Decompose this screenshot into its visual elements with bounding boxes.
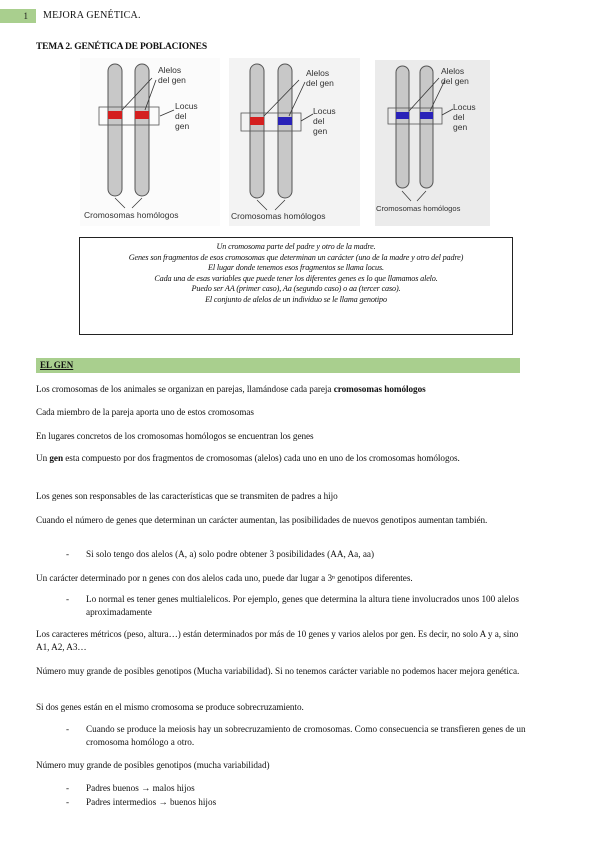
alleles-label-line2: del gen: [441, 76, 469, 86]
locus-label-line3: gen: [453, 122, 468, 132]
chromosome-diagram-aa-recessive: [375, 60, 490, 226]
chromosome-diagram-aa: [80, 58, 220, 226]
section-header: [36, 358, 520, 373]
chromosome-left: [108, 64, 122, 196]
paragraph-gen: [36, 452, 532, 465]
chromosome-figure-3: [375, 60, 490, 226]
locus-label-line1: Locus: [313, 106, 336, 116]
allele-left: [396, 112, 409, 119]
alleles-label-line1: Alelos: [441, 66, 465, 76]
chromosome-left: [396, 66, 409, 188]
homologous-caption: Cromosomas homólogos: [84, 210, 179, 220]
bullet-text: Padres buenos → malos hijos: [86, 783, 195, 793]
paragraph: Cada miembro de la pareja aporta uno de estos cromosomas: [36, 407, 254, 417]
page-number: 1: [0, 9, 36, 23]
chromosome-diagram-aa-hetero: [229, 58, 360, 226]
summary-box: [79, 237, 513, 335]
summary-line-1: Un cromosoma parte del padre y otro de la madre.: [216, 242, 376, 251]
header-title: MEJORA GENÉTICA.: [43, 10, 141, 21]
topic-title: TEMA 2. GENÉTICA DE POBLACIONES: [36, 42, 207, 52]
summary-line-6: El conjunto de alelos de un individuo se le llama genotipo: [205, 294, 387, 304]
page-header: [0, 9, 600, 23]
chromosome-figure-2: [229, 58, 360, 226]
bullet-text: Padres intermedios → buenos hijos: [86, 797, 217, 807]
section-title: EL GEN: [40, 360, 74, 370]
paragraph: Cuando el número de genes que determinan un carácter aumentan, las posibilidades de nuevos genotipos aumentan también.: [36, 515, 488, 525]
paragraph-text: Un: [36, 453, 50, 463]
paragraph: Si dos genes están en el mismo cromosoma se produce sobrecruzamiento.: [36, 702, 304, 712]
paragraph: Número muy grande de posibles genotipos (mucha variabilidad): [36, 760, 270, 770]
summary-line-4: Cada una de esas variables que puede tener los diferentes genes es lo que llamamos alelo.: [154, 273, 438, 283]
locus-label-line2: del: [313, 116, 325, 126]
chromosome-figure-1: [80, 58, 220, 226]
allele-right: [420, 112, 433, 119]
paragraph: Los caracteres métricos (peso, altura…) están determinados por más de 10 genes y varios alelos por gen. Es decir, no solo A y a, sino A1, A2, A3…: [36, 629, 519, 652]
chromosome-right: [420, 66, 433, 188]
alleles-label-line2: del gen: [306, 78, 334, 88]
paragraph: Los genes son responsables de las características que se transmiten de padres a hijo: [36, 491, 338, 501]
paragraph: Un carácter determinado por n genes con dos alelos cada uno, puede dar lugar a 3ⁿ genotipos diferentes.: [36, 573, 413, 583]
paragraph: Número muy grande de posibles genotipos (Mucha variabilidad). Si no tenemos carácter variable no podemos hacer mejora genética.: [36, 666, 520, 676]
bold-term: gen: [49, 453, 64, 463]
bullet-text: Lo normal es tener genes multialelicos. Por ejemplo, genes que determina la altura tiene involucrados unos 100 alelos aproximadamente: [86, 594, 519, 617]
locus-label-line2: del: [453, 112, 465, 122]
allele-right: [278, 117, 292, 125]
summary-line-2: Genes son fragmentos de esos cromosomas que determinan un carácter (uno de la madre y otro del padre): [128, 252, 464, 262]
allele-right: [135, 111, 149, 119]
bullet-text: Si solo tengo dos alelos (A, a) solo podre obtener 3 posibilidades (AA, Aa, aa): [86, 549, 375, 559]
paragraph-homologous: [36, 383, 532, 396]
paragraph-text: Los cromosomas de los animales se organizan en parejas, llamándose cada pareja: [36, 384, 334, 394]
locus-label-line1: Locus: [453, 102, 476, 112]
locus-label-line3: gen: [175, 121, 190, 131]
locus-label-line3: gen: [313, 126, 328, 136]
summary-line-5: Puedo ser AA (primer caso), Aa (segundo caso) o aa (tercer caso).: [191, 284, 401, 294]
locus-label-line1: Locus: [175, 101, 198, 111]
alleles-label-line1: Alelos: [306, 68, 330, 78]
paragraph-text: esta compuesto por dos fragmentos de cromosomas (alelos) cada uno en uno de los cromosomas homólogos.: [63, 453, 460, 463]
locus-label-line2: del: [175, 111, 187, 121]
summary-line-3: El lugar donde tenemos esos fragmentos se llama locus.: [208, 263, 384, 273]
alleles-label-line1: Alelos: [158, 65, 182, 75]
bold-term: cromosomas homólogos: [333, 384, 426, 394]
paragraph: En lugares concretos de los cromosomas homólogos se encuentran los genes: [36, 431, 314, 441]
alleles-label-line2: del gen: [158, 75, 186, 85]
homologous-caption: Cromosomas homólogos: [231, 211, 326, 221]
allele-left: [108, 111, 122, 119]
homologous-caption: Cromosomas homólogos: [376, 204, 461, 213]
allele-left: [250, 117, 264, 125]
bullet-text: Cuando se produce la meiosis hay un sobrecruzamiento de cromosomas. Como consecuencia se transfieren genes de un cromosoma homólogo a otro.: [86, 724, 526, 747]
